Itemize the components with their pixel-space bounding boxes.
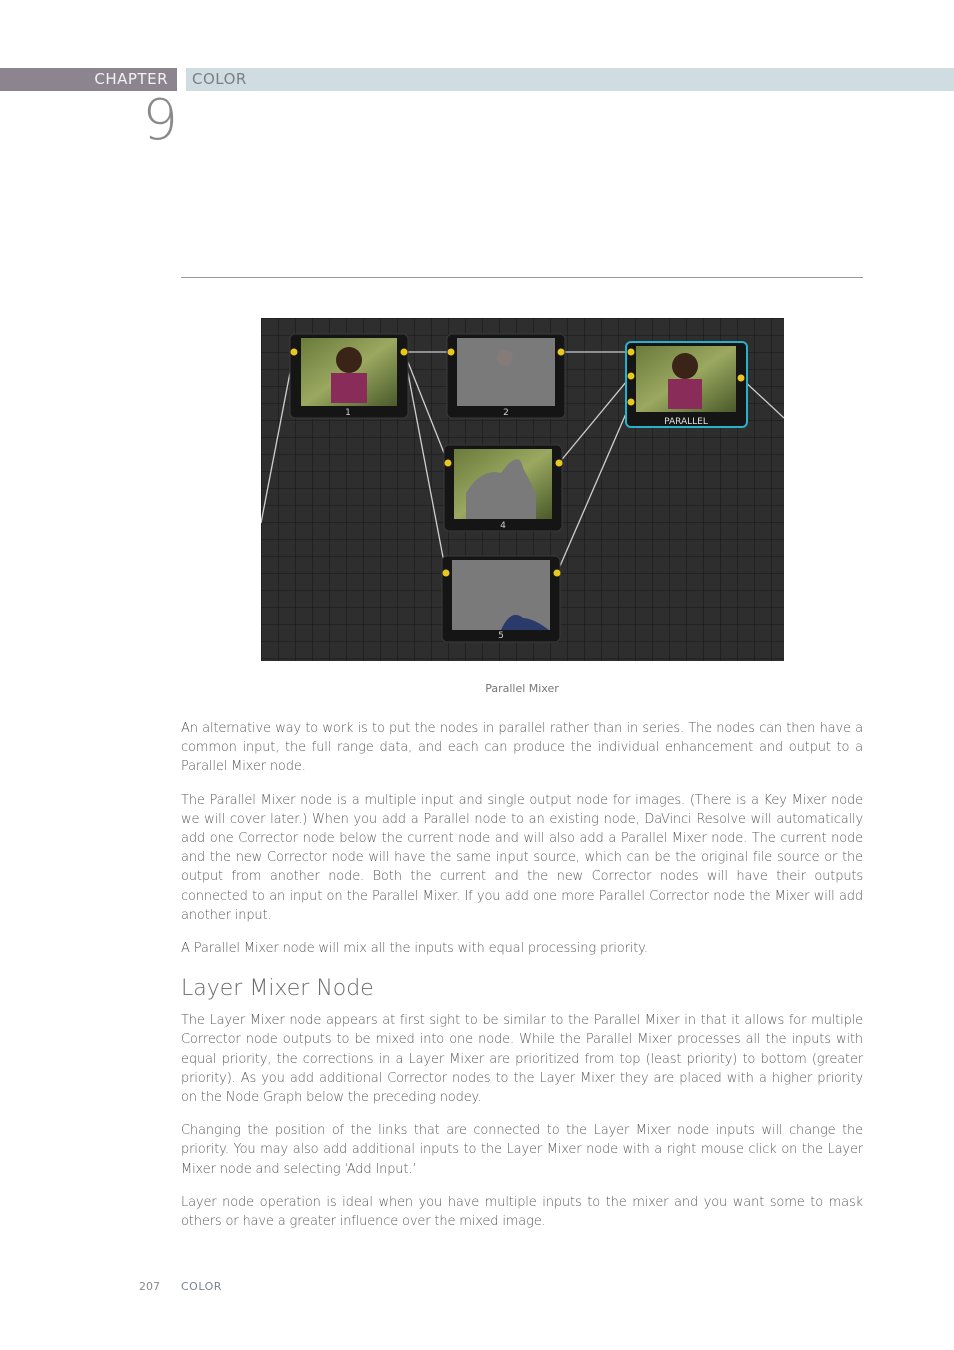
- node-1: [290, 334, 408, 418]
- node-2-label: 2: [503, 408, 509, 418]
- body-text: [181, 719, 863, 1245]
- page-number: 207: [139, 1280, 160, 1293]
- parallel-mixer-figure: [261, 318, 784, 661]
- section-bar: [186, 68, 954, 91]
- node-graph-image: [261, 318, 784, 661]
- node-5-label: 5: [498, 631, 504, 641]
- section-label: COLOR: [192, 70, 247, 88]
- paragraph: The Layer Mixer node appears at first sight to be similar to the Parallel Mixer in that it allows for multiple Corrector node outputs to be mixed into one node. While the Parallel Mixer processes all the inputs with equal priority, the corrections in a Layer Mixer are prioritized from top (least priority) to bottom (greater priority). As you add additional Corrector nodes to the Layer Mixer they are placed with a higher priority on the Node Graph below the preceding nodey.: [181, 1013, 863, 1106]
- paragraph: A Parallel Mixer node will mix all the inputs with equal processing priority.: [181, 941, 648, 957]
- node-5: [442, 556, 561, 642]
- footer-section: COLOR: [181, 1280, 222, 1293]
- paragraph: The Parallel Mixer node is a multiple input and single output node for images. (There is a Key Mixer node we will cover later.) When you add a Parallel node to an existing node, DaVinci Resolve will automatically add one Corrector node below the current node and will also add a Parallel Mixer node. The current node and the new Corrector node will have the same input source, which can be the original file source or the output from another node. Both the current and the new Corrector nodes will have their outputs connected to an input on the Parallel Mixer. If you add one more Parallel Corrector node the Mixer will add another input.: [181, 792, 863, 923]
- chapter-label: CHAPTER: [94, 70, 168, 88]
- node-2: [447, 334, 565, 418]
- chapter-number: 9: [142, 88, 178, 153]
- paragraph: Changing the position of the links that are connected to the Layer Mixer node inputs will change the priority. You may also add additional inputs to the Layer Mixer node with a right mouse click on the Layer Mixer node and selecting ‘Add Input.’: [181, 1123, 863, 1177]
- paragraph: An alternative way to work is to put the nodes in parallel rather than in series. The nodes can then have a common input, the full range data, and each can produce the individual enhancement and output to a Parallel Mixer node.: [181, 721, 863, 775]
- section-heading: Layer Mixer Node: [181, 976, 374, 1002]
- divider-rule: [181, 277, 863, 278]
- node-1-label: 1: [345, 408, 351, 418]
- node-parallel-label: PARALLEL: [664, 417, 708, 427]
- node-parallel: [626, 342, 747, 427]
- figure-caption: Parallel Mixer: [485, 682, 559, 695]
- node-4-label: 4: [500, 521, 506, 531]
- paragraph: Layer node operation is ideal when you have multiple inputs to the mixer and you want some to mask others or have a greater influence over the mixed image.: [181, 1194, 863, 1230]
- node-4: [444, 445, 563, 531]
